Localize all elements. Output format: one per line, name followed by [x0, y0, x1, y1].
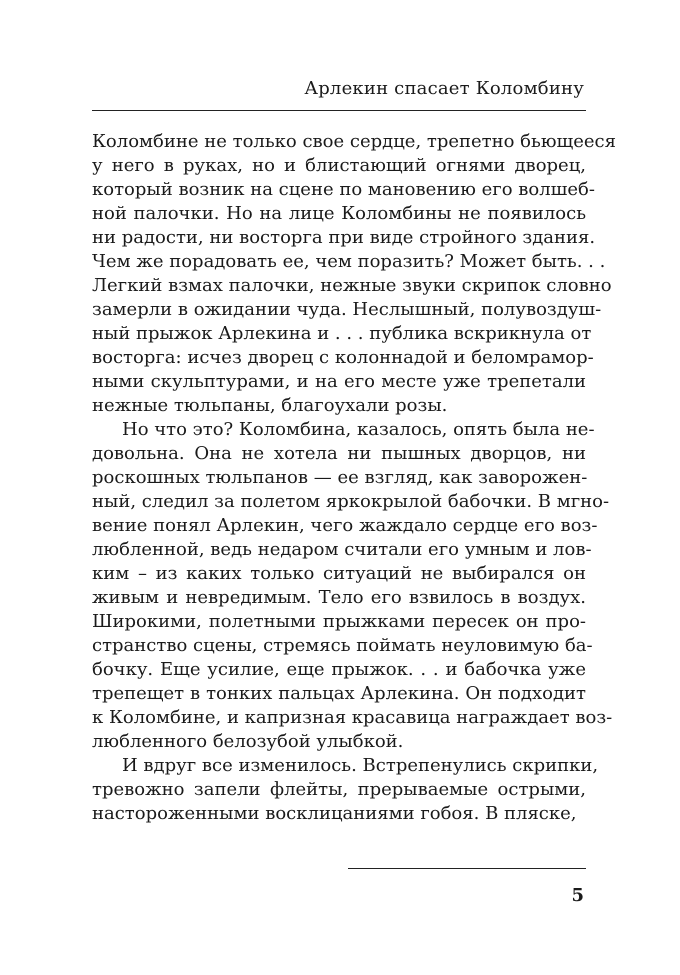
footer-rule — [348, 868, 586, 869]
text-line: ными скульптурами, и на его месте уже трепетали — [92, 371, 586, 392]
text-line: довольна. Она не хотела ни пышных дворцов, ни — [92, 443, 586, 464]
text-line: у него в руках, но и блистающий огнями дворец, — [92, 155, 586, 176]
text-line: роскошных тюльпанов — ее взгляд, как заворожен- — [92, 467, 588, 488]
text-line: ный прыжок Арлекина и . . . публика вскрикнула от — [92, 323, 592, 344]
text-line: ни радости, ни восторга при виде стройного здания. — [92, 227, 596, 248]
text-line: любленной, ведь недаром считали его умным и лов- — [92, 539, 592, 560]
text-line: вение понял Арлекин, чего жаждало сердце его воз- — [92, 515, 598, 536]
text-line: Коломбине не только свое сердце, трепетно бьющееся — [92, 131, 616, 152]
text-line: Но что это? Коломбина, казалось, опять была не- — [122, 419, 595, 440]
running-head: Арлекин спасает Коломбину — [304, 78, 584, 99]
text-line: живым и невредимым. Тело его взвилось в воздух. — [92, 587, 586, 608]
paragraph — [92, 418, 613, 754]
text-line: трепещет в тонких пальцах Арлекина. Он подходит — [92, 683, 586, 704]
body-text — [92, 130, 616, 826]
text-line: настороженными восклицаниями гобоя. В пляске, — [92, 803, 577, 824]
paragraph — [92, 754, 599, 826]
text-line: И вдруг все изменилось. Встрепенулись скрипки, — [122, 755, 599, 776]
text-line: к Коломбине, и капризная красавица награждает воз- — [92, 707, 613, 728]
text-line: любленного белозубой улыбкой. — [92, 731, 404, 752]
text-line: замерли в ожидании чуда. Неслышный, полувоздуш- — [92, 299, 602, 320]
text-line: ный, следил за полетом яркокрылой бабочки. В мгно- — [92, 491, 610, 512]
text-line: который возник на сцене по мановению его волшеб- — [92, 179, 595, 200]
text-line: ной палочки. Но на лице Коломбины не появилось — [92, 203, 586, 224]
text-line: тревожно запели флейты, прерываемые острыми, — [92, 779, 586, 800]
text-line: восторга: исчез дворец с колоннадой и беломрамор- — [92, 347, 594, 368]
text-line: странство сцены, стремясь поймать неуловимую ба- — [92, 635, 593, 656]
text-line: ким – из каких только ситуаций не выбирался он — [92, 563, 586, 584]
text-line: бочку. Еще усилие, еще прыжок. . . и бабочка уже — [92, 659, 586, 680]
text-line: Легкий взмах палочки, нежные звуки скрипок словно — [92, 275, 612, 296]
text-line: Чем же порадовать ее, чем поразить? Может быть. . . — [92, 251, 606, 272]
paragraph — [92, 130, 616, 418]
text-line: Широкими, полетными прыжками пересек он про- — [92, 611, 586, 632]
text-line: нежные тюльпаны, благоухали розы. — [92, 395, 448, 416]
page-number: 5 — [571, 885, 584, 906]
header-rule — [92, 110, 586, 111]
